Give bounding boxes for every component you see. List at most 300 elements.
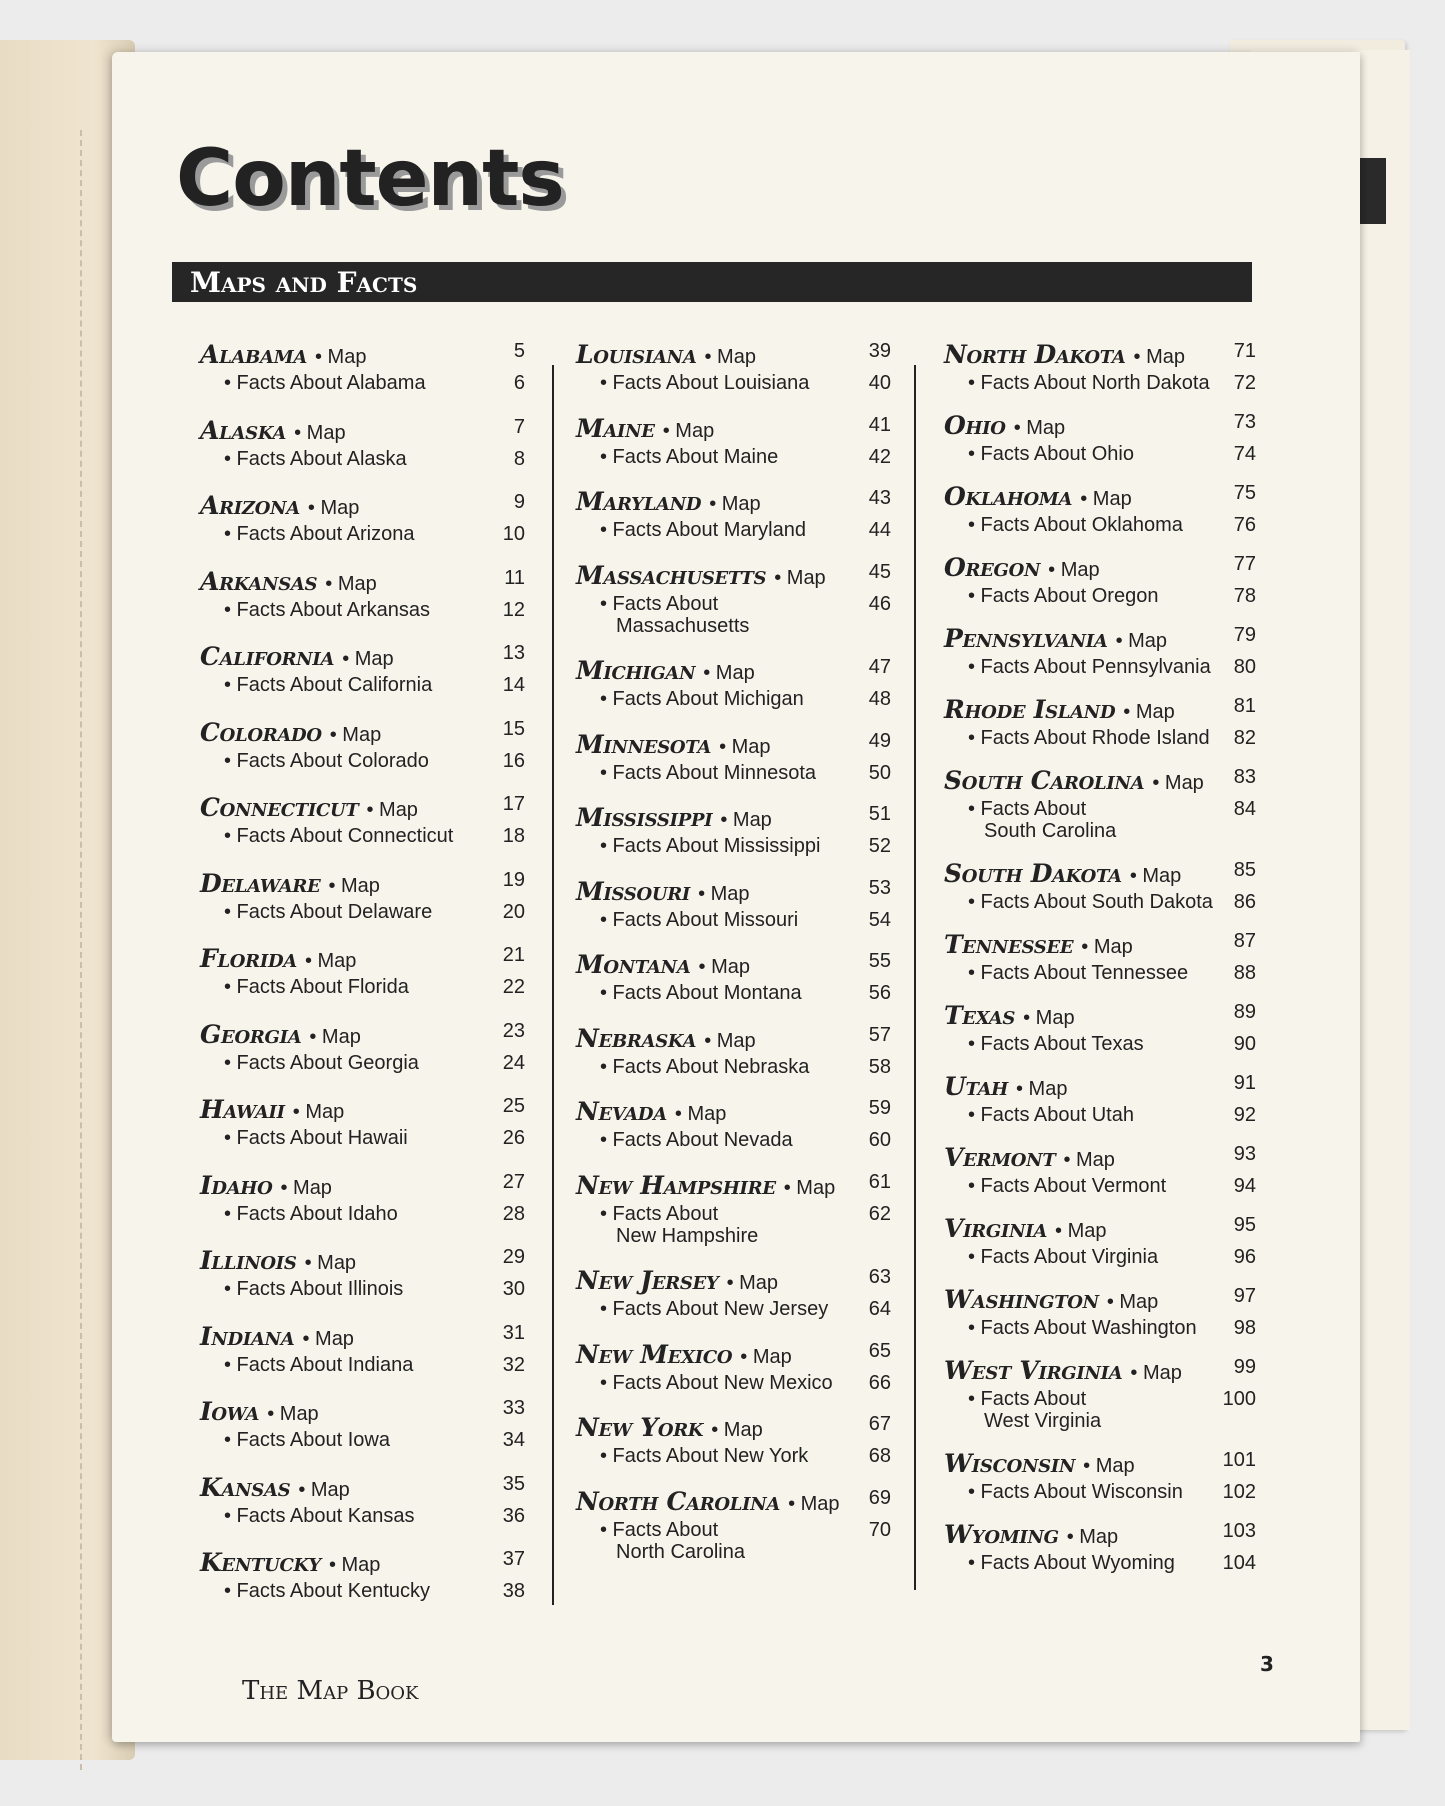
state-name: Pennsylvania [944, 624, 1108, 653]
toc-map-row [576, 340, 891, 369]
facts-label-continued: West Virginia [984, 1410, 1102, 1432]
facts-label: • Facts About Alabama [224, 372, 426, 394]
facts-label: • Facts About Kansas [224, 1504, 415, 1527]
map-page-number: 71 [1233, 340, 1256, 362]
facts-page-number: 80 [1233, 656, 1256, 678]
facts-page-number: 78 [1233, 585, 1256, 607]
map-page-number: 25 [502, 1095, 525, 1117]
toc-map-row [200, 1020, 525, 1049]
facts-label: • Facts About [600, 592, 719, 615]
toc-entry [944, 1356, 1256, 1432]
toc-map-row [944, 553, 1256, 582]
toc-facts-row [576, 909, 891, 931]
toc-entry [576, 803, 891, 857]
map-page-number: 47 [868, 656, 891, 678]
toc-map-row [944, 1449, 1256, 1478]
facts-label: • Facts About Iowa [224, 1429, 390, 1451]
facts-label: • Facts About Arkansas [224, 598, 430, 621]
map-label: • Map [1129, 865, 1182, 887]
facts-page-number: 72 [1233, 372, 1256, 394]
toc-entry [944, 411, 1256, 465]
map-label: • Map [774, 566, 826, 589]
toc-entry [944, 930, 1256, 984]
facts-label-block [576, 593, 749, 637]
state-name: Louisiana [576, 340, 697, 369]
state-name: New York [576, 1413, 704, 1442]
toc-map-row [944, 1214, 1256, 1243]
state-name: Delaware [200, 868, 321, 898]
map-label: • Map [704, 1029, 756, 1052]
toc-facts-row [944, 1388, 1256, 1432]
map-page-number: 41 [868, 413, 891, 436]
toc-entry [576, 561, 891, 637]
map-label: • Map [302, 1327, 354, 1350]
toc-entry [944, 1449, 1256, 1503]
map-label: • Map [267, 1403, 319, 1425]
toc-map-row [200, 1171, 525, 1200]
toc-entry [200, 491, 525, 545]
toc-facts-row [576, 372, 891, 394]
facts-label: • Facts About Connecticut [224, 825, 454, 847]
map-page-number: 45 [868, 560, 891, 583]
toc-map-row [576, 1266, 891, 1295]
map-label: • Map [328, 1554, 381, 1576]
toc-entry [576, 1024, 891, 1078]
map-label: • Map [703, 662, 755, 684]
state-name: Vermont [944, 1143, 1056, 1172]
toc-facts-row [200, 448, 525, 470]
map-label: • Map [1115, 630, 1168, 652]
map-page-number: 31 [502, 1321, 525, 1344]
toc-entry [944, 695, 1256, 749]
facts-label: • Facts About Oregon [968, 585, 1159, 607]
map-page-number: 7 [513, 415, 525, 438]
facts-page-number: 86 [1233, 891, 1256, 913]
facts-label-block [576, 1519, 745, 1563]
facts-page-number: 58 [868, 1055, 891, 1078]
facts-page-number: 16 [502, 749, 525, 772]
facts-label: • Facts About Virginia [968, 1246, 1159, 1268]
map-page-number: 51 [868, 803, 891, 825]
facts-label-continued: New Hampshire [616, 1224, 759, 1247]
map-page-number: 27 [502, 1170, 525, 1193]
facts-page-number: 38 [502, 1580, 525, 1602]
toc-entry [200, 1246, 525, 1300]
map-label: • Map [328, 874, 380, 897]
state-name: New Mexico [576, 1339, 733, 1369]
map-label: • Map [304, 950, 357, 972]
toc-facts-row [576, 1203, 891, 1247]
facts-label: • Facts About Washington [968, 1317, 1197, 1339]
toc-map-row [944, 1285, 1256, 1314]
map-label: • Map [783, 1176, 836, 1199]
state-name: Maryland [576, 487, 702, 516]
state-name: Virginia [944, 1214, 1048, 1243]
facts-page-number: 24 [502, 1051, 525, 1074]
facts-label: • Facts About Nevada [600, 1129, 793, 1151]
facts-page-number: 8 [513, 447, 525, 470]
map-page-number: 91 [1233, 1072, 1256, 1094]
map-page-number: 33 [502, 1397, 525, 1419]
toc-entry [944, 1520, 1256, 1574]
facts-page-number: 36 [502, 1504, 525, 1527]
book-title-footer: The Map Book [242, 1676, 419, 1706]
state-name: Oklahoma [944, 482, 1073, 511]
map-page-number: 11 [504, 566, 525, 589]
state-name: Nevada [576, 1097, 667, 1126]
map-page-number: 73 [1233, 411, 1256, 433]
toc-map-row [576, 730, 891, 759]
toc-entry [576, 414, 891, 468]
toc-entry [200, 1020, 525, 1074]
map-page-number: 65 [868, 1339, 891, 1362]
map-label: • Map [709, 493, 761, 515]
map-page-number: 29 [502, 1246, 525, 1268]
page-edge-dashes [80, 130, 82, 1770]
toc-map-row [944, 859, 1256, 888]
map-label: • Map [1123, 701, 1175, 723]
toc-facts-row [576, 1372, 891, 1394]
facts-label: • Facts About Vermont [968, 1175, 1167, 1197]
map-page-number: 35 [502, 1472, 525, 1495]
map-label: • Map [366, 799, 418, 821]
map-label: • Map [1048, 559, 1100, 581]
facts-label: • Facts About Tennessee [968, 962, 1189, 984]
toc-facts-row [576, 519, 891, 541]
toc-facts-row [200, 1354, 525, 1376]
map-label: • Map [1016, 1078, 1068, 1100]
facts-page-number: 6 [513, 372, 525, 394]
toc-map-row [576, 1097, 891, 1126]
toc-facts-row [944, 798, 1256, 842]
facts-label: • Facts About Hawaii [224, 1127, 408, 1149]
page-title: Contents [176, 134, 564, 224]
toc-map-row [200, 1548, 525, 1577]
facts-label: • Facts About Maine [600, 445, 779, 468]
facts-page-number: 56 [868, 982, 891, 1004]
toc-entry [944, 1001, 1256, 1055]
map-label: • Map [720, 809, 772, 831]
map-page-number: 103 [1222, 1520, 1256, 1542]
map-page-number: 53 [868, 876, 891, 899]
toc-map-row [200, 869, 525, 898]
map-label: • Map [329, 723, 382, 746]
facts-page-number: 30 [502, 1278, 525, 1300]
toc-facts-row [576, 1519, 891, 1563]
facts-page-number: 54 [868, 908, 891, 931]
facts-label-continued: Massachusetts [616, 614, 750, 637]
toc-facts-row [944, 514, 1256, 536]
facts-label: • Facts About Montana [600, 982, 802, 1004]
facts-label: • Facts About New Jersey [600, 1298, 829, 1320]
map-label: • Map [342, 648, 394, 670]
toc-facts-row [200, 1052, 525, 1074]
map-label: • Map [711, 1419, 763, 1441]
toc-facts-row [576, 1056, 891, 1078]
toc-facts-row [200, 750, 525, 772]
map-page-number: 39 [868, 340, 891, 362]
facts-page-number: 102 [1222, 1481, 1256, 1503]
state-name: Washington [944, 1285, 1099, 1314]
toc-facts-row [576, 593, 891, 637]
toc-facts-row [944, 1317, 1256, 1339]
state-name: Texas [944, 1001, 1016, 1030]
state-name: Kentucky [200, 1548, 321, 1577]
facts-page-number: 44 [868, 519, 891, 541]
toc-entry [576, 1340, 891, 1394]
toc-map-row [576, 1024, 891, 1053]
map-page-number: 79 [1233, 624, 1256, 646]
facts-label: • Facts About Arizona [224, 523, 415, 545]
toc-facts-row [200, 674, 525, 696]
toc-entry [200, 1171, 525, 1225]
facts-page-number: 76 [1233, 514, 1256, 536]
toc-facts-row [944, 962, 1256, 984]
state-name: West Virginia [944, 1356, 1123, 1385]
facts-label: • Facts About Illinois [224, 1278, 404, 1300]
toc-entry [576, 950, 891, 1004]
facts-page-number: 62 [868, 1202, 891, 1225]
toc-facts-row [200, 372, 525, 394]
toc-facts-row [576, 762, 891, 784]
facts-label: • Facts About Maryland [600, 519, 806, 541]
map-page-number: 67 [868, 1413, 891, 1435]
facts-label: • Facts About Georgia [224, 1051, 419, 1074]
state-name: Alaska [200, 415, 287, 445]
facts-label: • Facts About Alaska [224, 447, 407, 470]
facts-page-number: 92 [1233, 1104, 1256, 1126]
facts-label: • Facts About [968, 1388, 1087, 1410]
state-name: Idaho [200, 1170, 273, 1200]
map-label: • Map [1063, 1149, 1115, 1171]
state-name: Hawaii [200, 1095, 285, 1124]
toc-entry [200, 642, 525, 696]
toc-entry [200, 567, 525, 621]
facts-page-number: 70 [868, 1518, 891, 1541]
state-name: Alabama [200, 340, 307, 369]
state-name: Wisconsin [944, 1449, 1076, 1478]
facts-page-number: 52 [868, 835, 891, 857]
toc-map-row [576, 1171, 891, 1200]
toc-map-row [944, 411, 1256, 440]
map-label: • Map [304, 1252, 357, 1274]
map-page-number: 5 [513, 340, 525, 362]
toc-map-row [200, 1095, 525, 1124]
toc-entry [944, 766, 1256, 842]
state-name: Kansas [200, 1472, 291, 1502]
toc-facts-row [944, 443, 1256, 465]
toc-entry [944, 482, 1256, 536]
toc-facts-row [200, 1278, 525, 1300]
toc-entry [944, 340, 1256, 394]
toc-map-row [944, 1143, 1256, 1172]
facts-page-number: 42 [868, 445, 891, 468]
state-name: Connecticut [200, 793, 359, 822]
toc-facts-row [576, 688, 891, 710]
column-divider-2 [914, 365, 916, 1590]
facts-label: • Facts About Ohio [968, 443, 1134, 465]
state-name: Oregon [944, 553, 1041, 582]
map-page-number: 9 [513, 491, 525, 513]
facts-label: • Facts About Nebraska [600, 1055, 810, 1078]
toc-entry [200, 1548, 525, 1602]
map-page-number: 85 [1233, 859, 1256, 881]
facts-page-number: 20 [502, 900, 525, 923]
facts-label: • Facts About Colorado [224, 749, 429, 772]
state-name: North Dakota [944, 340, 1126, 369]
facts-page-number: 66 [868, 1371, 891, 1394]
toc-entry [944, 859, 1256, 913]
facts-page-number: 18 [502, 825, 525, 847]
facts-page-number: 50 [868, 761, 891, 784]
toc-entry [200, 416, 525, 470]
state-name: Utah [944, 1072, 1008, 1101]
toc-facts-row [200, 1580, 525, 1602]
map-label: • Map [298, 1478, 350, 1501]
toc-entry [200, 1473, 525, 1527]
toc-entry [576, 877, 891, 931]
toc-facts-row [200, 1505, 525, 1527]
map-page-number: 37 [502, 1548, 525, 1570]
facts-label: • Facts About Minnesota [600, 761, 817, 784]
toc-entry [944, 1072, 1256, 1126]
facts-label: • Facts About California [224, 674, 433, 696]
toc-map-row [576, 1413, 891, 1442]
map-page-number: 19 [502, 868, 525, 891]
toc-entry [576, 487, 891, 541]
map-label: • Map [1106, 1291, 1159, 1313]
toc-entry [576, 1266, 891, 1320]
toc-map-row [200, 491, 525, 520]
state-name: Minnesota [576, 729, 712, 759]
toc-map-row [944, 930, 1256, 959]
map-page-number: 13 [502, 642, 525, 664]
map-label: • Map [1055, 1220, 1107, 1242]
toc-map-row [576, 803, 891, 832]
map-page-number: 93 [1233, 1143, 1256, 1165]
map-page-number: 55 [868, 950, 891, 972]
facts-label-continued: North Carolina [616, 1540, 745, 1563]
state-name: Ohio [944, 411, 1006, 440]
facts-label: • Facts About Florida [224, 976, 409, 998]
toc-map-row [200, 642, 525, 671]
facts-page-number: 98 [1233, 1317, 1256, 1339]
state-name: New Hampshire [576, 1170, 776, 1200]
toc-map-row [944, 1520, 1256, 1549]
facts-label: • Facts About Texas [968, 1033, 1144, 1055]
state-name: Montana [576, 950, 691, 979]
map-label: • Map [698, 956, 750, 978]
toc-map-row [200, 718, 525, 747]
state-name: Maine [576, 413, 655, 443]
toc-map-row [200, 1322, 525, 1351]
toc-map-row [576, 1340, 891, 1369]
toc-facts-row [944, 1104, 1256, 1126]
map-page-number: 83 [1233, 766, 1256, 788]
facts-label: • Facts About Wisconsin [968, 1481, 1183, 1503]
map-label: • Map [1023, 1007, 1075, 1029]
toc-entry [200, 1095, 525, 1149]
state-name: Tennessee [944, 930, 1074, 959]
toc-entry [200, 944, 525, 998]
facts-label: • Facts About [600, 1518, 719, 1541]
toc-facts-row [944, 1481, 1256, 1503]
toc-facts-row [944, 727, 1256, 749]
toc-entry [200, 340, 525, 394]
map-page-number: 77 [1233, 553, 1256, 575]
facts-page-number: 100 [1222, 1388, 1256, 1410]
map-label: • Map [1133, 346, 1186, 368]
facts-label: • Facts About North Dakota [968, 372, 1210, 394]
toc-facts-row [576, 982, 891, 1004]
toc-map-row [576, 1487, 891, 1516]
state-name: South Dakota [944, 859, 1122, 888]
state-name: Arkansas [200, 566, 318, 596]
facts-label: • Facts About Oklahoma [968, 514, 1183, 536]
state-name: Iowa [200, 1397, 260, 1426]
toc-entry [200, 1397, 525, 1451]
state-name: Massachusetts [576, 560, 767, 590]
map-label: • Map [307, 497, 360, 519]
map-label: • Map [698, 882, 750, 905]
map-label: • Map [1013, 417, 1066, 439]
toc-map-row [576, 487, 891, 516]
facts-page-number: 74 [1233, 443, 1256, 465]
toc-map-row [944, 1001, 1256, 1030]
map-label: • Map [674, 1103, 727, 1125]
toc-facts-row [944, 1033, 1256, 1055]
toc-map-row [944, 340, 1256, 369]
facts-label: • Facts About Delaware [224, 900, 433, 923]
toc-map-row [200, 340, 525, 369]
map-page-number: 63 [868, 1266, 891, 1288]
map-label: • Map [1081, 936, 1133, 958]
toc-entry [200, 718, 525, 772]
map-label: • Map [309, 1025, 361, 1048]
map-label: • Map [1083, 1455, 1135, 1477]
map-label: • Map [325, 572, 377, 595]
state-name: New Jersey [576, 1266, 719, 1295]
toc-facts-row [944, 1552, 1256, 1574]
facts-label: • Facts About Kentucky [224, 1580, 430, 1602]
map-page-number: 23 [502, 1019, 525, 1042]
facts-page-number: 68 [868, 1445, 891, 1467]
toc-map-row [200, 1246, 525, 1275]
toc-entry [200, 793, 525, 847]
map-page-number: 57 [868, 1023, 891, 1046]
map-page-number: 15 [502, 717, 525, 740]
facts-page-number: 48 [868, 688, 891, 710]
column-divider-1 [552, 365, 554, 1605]
facts-page-number: 60 [868, 1129, 891, 1151]
map-label: • Map [315, 346, 367, 368]
toc-entry [944, 624, 1256, 678]
facts-page-number: 26 [502, 1127, 525, 1149]
state-name: Wyoming [944, 1520, 1059, 1549]
map-label: • Map [1130, 1362, 1182, 1384]
facts-page-number: 96 [1233, 1246, 1256, 1268]
state-name: South Carolina [944, 766, 1145, 795]
toc-facts-row [200, 1127, 525, 1149]
map-label: • Map [292, 1101, 345, 1123]
toc-facts-row [944, 1175, 1256, 1197]
toc-facts-row [944, 372, 1256, 394]
facts-label: • Facts About South Dakota [968, 891, 1213, 913]
toc-entry [576, 340, 891, 394]
facts-page-number: 88 [1233, 962, 1256, 984]
toc-facts-row [944, 656, 1256, 678]
toc-entry [576, 1413, 891, 1467]
